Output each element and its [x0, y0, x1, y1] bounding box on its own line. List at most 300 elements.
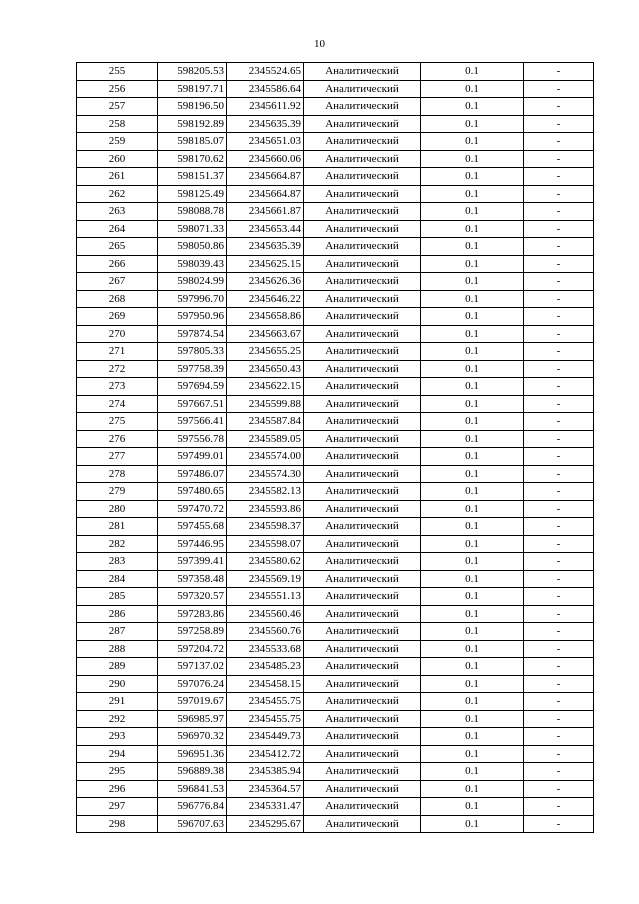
- point-number-cell: 292: [77, 710, 158, 728]
- y-coordinate-cell: 2345664.87: [227, 185, 304, 203]
- method-cell: Аналитический: [304, 728, 421, 746]
- accuracy-cell: 0.1: [421, 728, 524, 746]
- x-coordinate-cell: 598205.53: [158, 63, 227, 81]
- y-coordinate-cell: 2345295.67: [227, 815, 304, 833]
- accuracy-cell: 0.1: [421, 325, 524, 343]
- table-row: [77, 640, 594, 658]
- y-coordinate-cell: 2345574.00: [227, 448, 304, 466]
- accuracy-cell: 0.1: [421, 308, 524, 326]
- table-row: [77, 658, 594, 676]
- note-cell: -: [524, 500, 594, 518]
- note-cell: -: [524, 745, 594, 763]
- table-row: [77, 325, 594, 343]
- note-cell: -: [524, 115, 594, 133]
- table-row: [77, 430, 594, 448]
- table-row: [77, 780, 594, 798]
- x-coordinate-cell: 597694.59: [158, 378, 227, 396]
- point-number-cell: 267: [77, 273, 158, 291]
- y-coordinate-cell: 2345663.67: [227, 325, 304, 343]
- point-number-cell: 274: [77, 395, 158, 413]
- point-number-cell: 294: [77, 745, 158, 763]
- note-cell: -: [524, 185, 594, 203]
- note-cell: -: [524, 448, 594, 466]
- method-cell: Аналитический: [304, 290, 421, 308]
- method-cell: Аналитический: [304, 360, 421, 378]
- accuracy-cell: 0.1: [421, 745, 524, 763]
- x-coordinate-cell: 597455.68: [158, 518, 227, 536]
- table-row: [77, 255, 594, 273]
- table-row: [77, 150, 594, 168]
- method-cell: Аналитический: [304, 780, 421, 798]
- point-number-cell: 255: [77, 63, 158, 81]
- point-number-cell: 279: [77, 483, 158, 501]
- method-cell: Аналитический: [304, 378, 421, 396]
- note-cell: -: [524, 588, 594, 606]
- x-coordinate-cell: 598071.33: [158, 220, 227, 238]
- method-cell: Аналитический: [304, 693, 421, 711]
- point-number-cell: 264: [77, 220, 158, 238]
- accuracy-cell: 0.1: [421, 343, 524, 361]
- y-coordinate-cell: 2345653.44: [227, 220, 304, 238]
- accuracy-cell: 0.1: [421, 150, 524, 168]
- note-cell: -: [524, 465, 594, 483]
- method-cell: Аналитический: [304, 588, 421, 606]
- y-coordinate-cell: 2345574.30: [227, 465, 304, 483]
- point-number-cell: 298: [77, 815, 158, 833]
- x-coordinate-cell: 597805.33: [158, 343, 227, 361]
- accuracy-cell: 0.1: [421, 273, 524, 291]
- note-cell: -: [524, 815, 594, 833]
- note-cell: -: [524, 693, 594, 711]
- note-cell: -: [524, 798, 594, 816]
- method-cell: Аналитический: [304, 535, 421, 553]
- x-coordinate-cell: 598185.07: [158, 133, 227, 151]
- point-number-cell: 293: [77, 728, 158, 746]
- x-coordinate-cell: 598192.89: [158, 115, 227, 133]
- y-coordinate-cell: 2345524.65: [227, 63, 304, 81]
- method-cell: Аналитический: [304, 273, 421, 291]
- table-row: [77, 500, 594, 518]
- table-row: [77, 763, 594, 781]
- note-cell: -: [524, 430, 594, 448]
- y-coordinate-cell: 2345626.36: [227, 273, 304, 291]
- note-cell: -: [524, 675, 594, 693]
- y-coordinate-cell: 2345455.75: [227, 693, 304, 711]
- point-number-cell: 278: [77, 465, 158, 483]
- method-cell: Аналитический: [304, 605, 421, 623]
- note-cell: -: [524, 640, 594, 658]
- table-row: [77, 710, 594, 728]
- y-coordinate-cell: 2345449.73: [227, 728, 304, 746]
- x-coordinate-cell: 596985.97: [158, 710, 227, 728]
- accuracy-cell: 0.1: [421, 168, 524, 186]
- point-number-cell: 260: [77, 150, 158, 168]
- note-cell: -: [524, 413, 594, 431]
- table-row: [77, 815, 594, 833]
- method-cell: Аналитический: [304, 710, 421, 728]
- note-cell: -: [524, 623, 594, 641]
- note-cell: -: [524, 273, 594, 291]
- note-cell: -: [524, 658, 594, 676]
- table-row: [77, 413, 594, 431]
- note-cell: -: [524, 780, 594, 798]
- point-number-cell: 277: [77, 448, 158, 466]
- note-cell: -: [524, 553, 594, 571]
- point-number-cell: 258: [77, 115, 158, 133]
- method-cell: Аналитический: [304, 168, 421, 186]
- x-coordinate-cell: 597758.39: [158, 360, 227, 378]
- point-number-cell: 286: [77, 605, 158, 623]
- table-row: [77, 693, 594, 711]
- point-number-cell: 281: [77, 518, 158, 536]
- note-cell: -: [524, 133, 594, 151]
- accuracy-cell: 0.1: [421, 360, 524, 378]
- page-number: 10: [314, 38, 325, 50]
- method-cell: Аналитический: [304, 255, 421, 273]
- method-cell: Аналитический: [304, 63, 421, 81]
- point-number-cell: 268: [77, 290, 158, 308]
- note-cell: -: [524, 343, 594, 361]
- method-cell: Аналитический: [304, 150, 421, 168]
- method-cell: Аналитический: [304, 518, 421, 536]
- method-cell: Аналитический: [304, 623, 421, 641]
- y-coordinate-cell: 2345658.86: [227, 308, 304, 326]
- x-coordinate-cell: 597566.41: [158, 413, 227, 431]
- point-number-cell: 265: [77, 238, 158, 256]
- x-coordinate-cell: 597399.41: [158, 553, 227, 571]
- y-coordinate-cell: 2345587.84: [227, 413, 304, 431]
- accuracy-cell: 0.1: [421, 395, 524, 413]
- accuracy-cell: 0.1: [421, 430, 524, 448]
- y-coordinate-cell: 2345598.07: [227, 535, 304, 553]
- method-cell: Аналитический: [304, 325, 421, 343]
- table-row: [77, 220, 594, 238]
- table-row: [77, 98, 594, 116]
- y-coordinate-cell: 2345364.57: [227, 780, 304, 798]
- table-row: [77, 133, 594, 151]
- table-row: [77, 483, 594, 501]
- x-coordinate-cell: 598024.99: [158, 273, 227, 291]
- note-cell: -: [524, 150, 594, 168]
- coordinates-table: [76, 62, 594, 833]
- accuracy-cell: 0.1: [421, 378, 524, 396]
- y-coordinate-cell: 2345622.15: [227, 378, 304, 396]
- table-row: [77, 465, 594, 483]
- x-coordinate-cell: 598088.78: [158, 203, 227, 221]
- table-row: [77, 203, 594, 221]
- x-coordinate-cell: 596889.38: [158, 763, 227, 781]
- note-cell: -: [524, 238, 594, 256]
- accuracy-cell: 0.1: [421, 780, 524, 798]
- x-coordinate-cell: 597470.72: [158, 500, 227, 518]
- y-coordinate-cell: 2345660.06: [227, 150, 304, 168]
- point-number-cell: 287: [77, 623, 158, 641]
- x-coordinate-cell: 597486.07: [158, 465, 227, 483]
- y-coordinate-cell: 2345569.19: [227, 570, 304, 588]
- method-cell: Аналитический: [304, 483, 421, 501]
- x-coordinate-cell: 597556.78: [158, 430, 227, 448]
- point-number-cell: 295: [77, 763, 158, 781]
- point-number-cell: 280: [77, 500, 158, 518]
- x-coordinate-cell: 597667.51: [158, 395, 227, 413]
- y-coordinate-cell: 2345611.92: [227, 98, 304, 116]
- accuracy-cell: 0.1: [421, 640, 524, 658]
- accuracy-cell: 0.1: [421, 203, 524, 221]
- note-cell: -: [524, 535, 594, 553]
- x-coordinate-cell: 598050.86: [158, 238, 227, 256]
- note-cell: -: [524, 483, 594, 501]
- point-number-cell: 285: [77, 588, 158, 606]
- table-row: [77, 553, 594, 571]
- method-cell: Аналитический: [304, 815, 421, 833]
- x-coordinate-cell: 598039.43: [158, 255, 227, 273]
- accuracy-cell: 0.1: [421, 98, 524, 116]
- point-number-cell: 290: [77, 675, 158, 693]
- method-cell: Аналитический: [304, 413, 421, 431]
- accuracy-cell: 0.1: [421, 413, 524, 431]
- point-number-cell: 269: [77, 308, 158, 326]
- table-row: [77, 168, 594, 186]
- y-coordinate-cell: 2345593.86: [227, 500, 304, 518]
- accuracy-cell: 0.1: [421, 80, 524, 98]
- note-cell: -: [524, 395, 594, 413]
- x-coordinate-cell: 598196.50: [158, 98, 227, 116]
- y-coordinate-cell: 2345455.75: [227, 710, 304, 728]
- table-row: [77, 378, 594, 396]
- method-cell: Аналитический: [304, 658, 421, 676]
- y-coordinate-cell: 2345331.47: [227, 798, 304, 816]
- method-cell: Аналитический: [304, 640, 421, 658]
- x-coordinate-cell: 597480.65: [158, 483, 227, 501]
- x-coordinate-cell: 597499.01: [158, 448, 227, 466]
- point-number-cell: 270: [77, 325, 158, 343]
- y-coordinate-cell: 2345661.87: [227, 203, 304, 221]
- x-coordinate-cell: 597358.48: [158, 570, 227, 588]
- x-coordinate-cell: 597137.02: [158, 658, 227, 676]
- point-number-cell: 283: [77, 553, 158, 571]
- x-coordinate-cell: 597446.95: [158, 535, 227, 553]
- x-coordinate-cell: 598151.37: [158, 168, 227, 186]
- x-coordinate-cell: 597204.72: [158, 640, 227, 658]
- accuracy-cell: 0.1: [421, 255, 524, 273]
- method-cell: Аналитический: [304, 798, 421, 816]
- y-coordinate-cell: 2345385.94: [227, 763, 304, 781]
- x-coordinate-cell: 596841.53: [158, 780, 227, 798]
- accuracy-cell: 0.1: [421, 553, 524, 571]
- method-cell: Аналитический: [304, 220, 421, 238]
- accuracy-cell: 0.1: [421, 588, 524, 606]
- method-cell: Аналитический: [304, 763, 421, 781]
- point-number-cell: 263: [77, 203, 158, 221]
- method-cell: Аналитический: [304, 430, 421, 448]
- method-cell: Аналитический: [304, 185, 421, 203]
- method-cell: Аналитический: [304, 238, 421, 256]
- note-cell: -: [524, 378, 594, 396]
- table-row: [77, 745, 594, 763]
- coordinates-table-body: [77, 63, 594, 833]
- y-coordinate-cell: 2345651.03: [227, 133, 304, 151]
- table-row: [77, 395, 594, 413]
- note-cell: -: [524, 325, 594, 343]
- x-coordinate-cell: 597019.67: [158, 693, 227, 711]
- note-cell: -: [524, 308, 594, 326]
- accuracy-cell: 0.1: [421, 63, 524, 81]
- point-number-cell: 289: [77, 658, 158, 676]
- x-coordinate-cell: 597996.70: [158, 290, 227, 308]
- table-row: [77, 623, 594, 641]
- x-coordinate-cell: 596776.84: [158, 798, 227, 816]
- accuracy-cell: 0.1: [421, 763, 524, 781]
- y-coordinate-cell: 2345650.43: [227, 360, 304, 378]
- method-cell: Аналитический: [304, 115, 421, 133]
- y-coordinate-cell: 2345412.72: [227, 745, 304, 763]
- point-number-cell: 273: [77, 378, 158, 396]
- table-row: [77, 63, 594, 81]
- accuracy-cell: 0.1: [421, 185, 524, 203]
- accuracy-cell: 0.1: [421, 623, 524, 641]
- x-coordinate-cell: 597950.96: [158, 308, 227, 326]
- accuracy-cell: 0.1: [421, 500, 524, 518]
- table-row: [77, 535, 594, 553]
- accuracy-cell: 0.1: [421, 815, 524, 833]
- method-cell: Аналитический: [304, 203, 421, 221]
- method-cell: Аналитический: [304, 98, 421, 116]
- note-cell: -: [524, 290, 594, 308]
- y-coordinate-cell: 2345655.25: [227, 343, 304, 361]
- x-coordinate-cell: 596970.32: [158, 728, 227, 746]
- y-coordinate-cell: 2345625.15: [227, 255, 304, 273]
- method-cell: Аналитический: [304, 675, 421, 693]
- x-coordinate-cell: 597283.86: [158, 605, 227, 623]
- accuracy-cell: 0.1: [421, 448, 524, 466]
- note-cell: -: [524, 168, 594, 186]
- y-coordinate-cell: 2345635.39: [227, 238, 304, 256]
- accuracy-cell: 0.1: [421, 238, 524, 256]
- table-row: [77, 570, 594, 588]
- table-row: [77, 448, 594, 466]
- point-number-cell: 272: [77, 360, 158, 378]
- accuracy-cell: 0.1: [421, 693, 524, 711]
- table-row: [77, 115, 594, 133]
- table-row: [77, 588, 594, 606]
- point-number-cell: 259: [77, 133, 158, 151]
- accuracy-cell: 0.1: [421, 483, 524, 501]
- point-number-cell: 271: [77, 343, 158, 361]
- method-cell: Аналитический: [304, 500, 421, 518]
- x-coordinate-cell: 597076.24: [158, 675, 227, 693]
- table-row: [77, 728, 594, 746]
- accuracy-cell: 0.1: [421, 710, 524, 728]
- y-coordinate-cell: 2345664.87: [227, 168, 304, 186]
- method-cell: Аналитический: [304, 465, 421, 483]
- point-number-cell: 296: [77, 780, 158, 798]
- method-cell: Аналитический: [304, 133, 421, 151]
- y-coordinate-cell: 2345586.64: [227, 80, 304, 98]
- point-number-cell: 256: [77, 80, 158, 98]
- note-cell: -: [524, 763, 594, 781]
- accuracy-cell: 0.1: [421, 220, 524, 238]
- method-cell: Аналитический: [304, 308, 421, 326]
- y-coordinate-cell: 2345599.88: [227, 395, 304, 413]
- note-cell: -: [524, 98, 594, 116]
- accuracy-cell: 0.1: [421, 465, 524, 483]
- x-coordinate-cell: 598170.62: [158, 150, 227, 168]
- x-coordinate-cell: 596951.36: [158, 745, 227, 763]
- note-cell: -: [524, 710, 594, 728]
- accuracy-cell: 0.1: [421, 675, 524, 693]
- point-number-cell: 297: [77, 798, 158, 816]
- y-coordinate-cell: 2345589.05: [227, 430, 304, 448]
- note-cell: -: [524, 360, 594, 378]
- x-coordinate-cell: 598197.71: [158, 80, 227, 98]
- method-cell: Аналитический: [304, 570, 421, 588]
- x-coordinate-cell: 597874.54: [158, 325, 227, 343]
- accuracy-cell: 0.1: [421, 658, 524, 676]
- accuracy-cell: 0.1: [421, 133, 524, 151]
- y-coordinate-cell: 2345485.23: [227, 658, 304, 676]
- method-cell: Аналитический: [304, 80, 421, 98]
- table-row: [77, 185, 594, 203]
- method-cell: Аналитический: [304, 343, 421, 361]
- point-number-cell: 262: [77, 185, 158, 203]
- table-row: [77, 675, 594, 693]
- y-coordinate-cell: 2345458.15: [227, 675, 304, 693]
- table-row: [77, 290, 594, 308]
- method-cell: Аналитический: [304, 395, 421, 413]
- method-cell: Аналитический: [304, 745, 421, 763]
- y-coordinate-cell: 2345560.76: [227, 623, 304, 641]
- point-number-cell: 288: [77, 640, 158, 658]
- accuracy-cell: 0.1: [421, 535, 524, 553]
- accuracy-cell: 0.1: [421, 570, 524, 588]
- accuracy-cell: 0.1: [421, 115, 524, 133]
- point-number-cell: 284: [77, 570, 158, 588]
- note-cell: -: [524, 80, 594, 98]
- table-row: [77, 605, 594, 623]
- method-cell: Аналитический: [304, 553, 421, 571]
- point-number-cell: 276: [77, 430, 158, 448]
- table-row: [77, 798, 594, 816]
- point-number-cell: 261: [77, 168, 158, 186]
- x-coordinate-cell: 597258.89: [158, 623, 227, 641]
- x-coordinate-cell: 596707.63: [158, 815, 227, 833]
- note-cell: -: [524, 255, 594, 273]
- y-coordinate-cell: 2345560.46: [227, 605, 304, 623]
- point-number-cell: 275: [77, 413, 158, 431]
- x-coordinate-cell: 597320.57: [158, 588, 227, 606]
- point-number-cell: 282: [77, 535, 158, 553]
- table-row: [77, 343, 594, 361]
- note-cell: -: [524, 728, 594, 746]
- y-coordinate-cell: 2345635.39: [227, 115, 304, 133]
- table-row: [77, 308, 594, 326]
- note-cell: -: [524, 605, 594, 623]
- table-row: [77, 360, 594, 378]
- y-coordinate-cell: 2345598.37: [227, 518, 304, 536]
- accuracy-cell: 0.1: [421, 518, 524, 536]
- y-coordinate-cell: 2345646.22: [227, 290, 304, 308]
- table-row: [77, 80, 594, 98]
- y-coordinate-cell: 2345551.13: [227, 588, 304, 606]
- point-number-cell: 266: [77, 255, 158, 273]
- accuracy-cell: 0.1: [421, 290, 524, 308]
- point-number-cell: 291: [77, 693, 158, 711]
- x-coordinate-cell: 598125.49: [158, 185, 227, 203]
- note-cell: -: [524, 570, 594, 588]
- table-row: [77, 238, 594, 256]
- note-cell: -: [524, 203, 594, 221]
- accuracy-cell: 0.1: [421, 798, 524, 816]
